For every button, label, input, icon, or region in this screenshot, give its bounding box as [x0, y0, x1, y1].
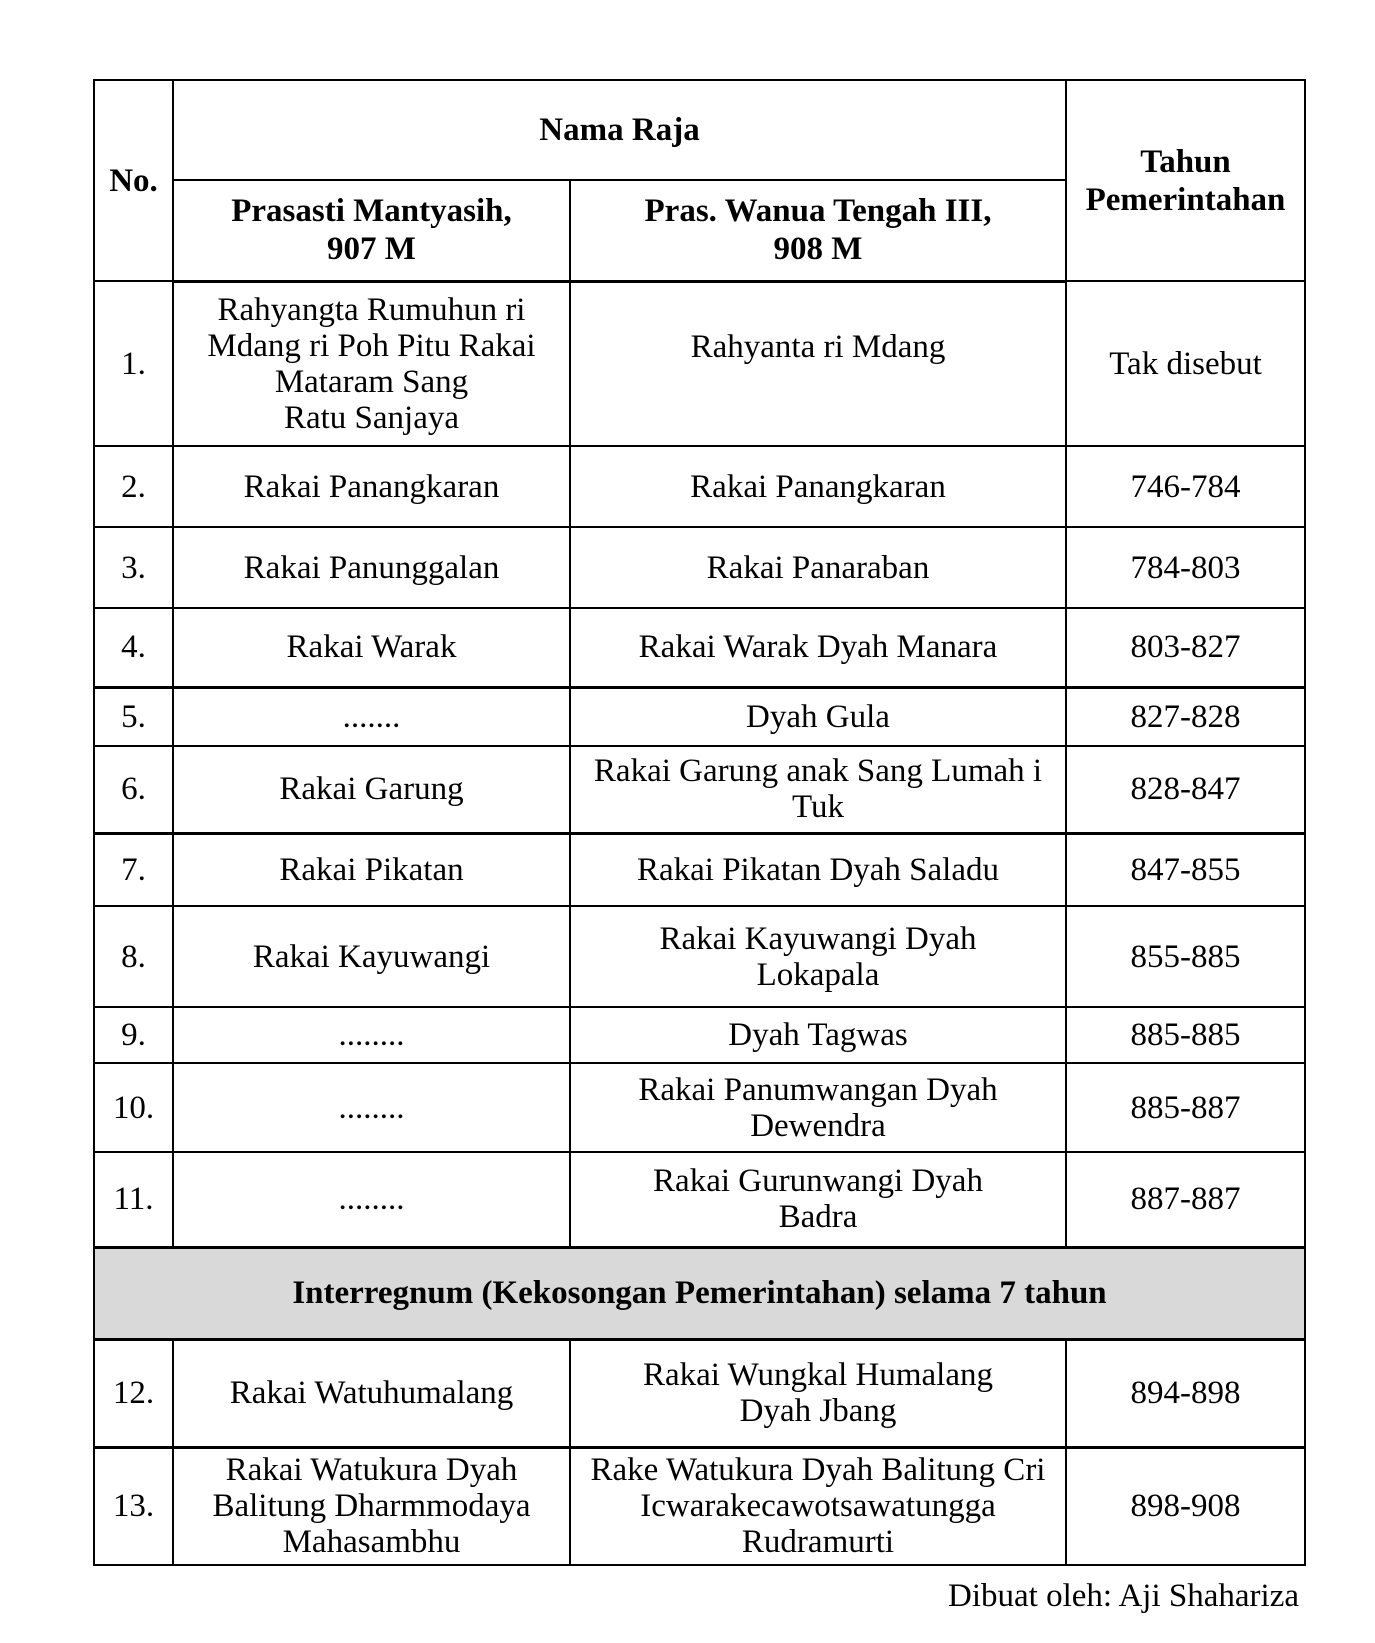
wanua-tengah-name: Dyah Gula — [570, 687, 1066, 746]
interregnum-label: Interregnum (Kekosongan Pemerintahan) selama 7 tahun — [94, 1247, 1305, 1339]
row-number: 13. — [94, 1447, 173, 1565]
header-tahun-pemerintahan: Tahun Pemerintahan — [1066, 80, 1305, 281]
reign-years: 746-784 — [1066, 446, 1305, 527]
mantyasih-name: ....... — [173, 687, 570, 746]
row-number: 6. — [94, 746, 173, 833]
reign-years: 847-855 — [1066, 833, 1305, 906]
mantyasih-name: Rakai Panangkaran — [173, 446, 570, 527]
wanua-tengah-name: Dyah Tagwas — [570, 1007, 1066, 1063]
header-nama-raja: Nama Raja — [173, 80, 1066, 180]
header-pras-wanua-tengah: Pras. Wanua Tengah III, 908 M — [570, 180, 1066, 281]
reign-years: 828-847 — [1066, 746, 1305, 833]
header-no: No. — [94, 80, 173, 281]
kings-table — [93, 79, 1306, 1566]
mantyasih-name: Rakai Watukura Dyah Balitung Dharmmodaya Mahasambhu — [173, 1447, 570, 1565]
wanua-tengah-name: Rakai Pikatan Dyah Saladu — [570, 833, 1066, 906]
mantyasih-name: Rakai Panunggalan — [173, 527, 570, 608]
table-row — [94, 746, 1305, 833]
table-row — [94, 1447, 1305, 1565]
row-number: 7. — [94, 833, 173, 906]
row-number: 5. — [94, 687, 173, 746]
mantyasih-name: Rakai Kayuwangi — [173, 906, 570, 1007]
mantyasih-name: ........ — [173, 1007, 570, 1063]
row-number: 10. — [94, 1063, 173, 1152]
mantyasih-name: Rakai Watuhumalang — [173, 1339, 570, 1447]
wanua-tengah-name: Rakai Panumwangan Dyah Dewendra — [570, 1063, 1066, 1152]
table-row — [94, 608, 1305, 687]
mantyasih-name: Rakai Garung — [173, 746, 570, 833]
mantyasih-name: ........ — [173, 1063, 570, 1152]
reign-years: 887-887 — [1066, 1152, 1305, 1247]
row-number: 8. — [94, 906, 173, 1007]
row-number: 4. — [94, 608, 173, 687]
table-row — [94, 1007, 1305, 1063]
reign-years: 827-828 — [1066, 687, 1305, 746]
wanua-tengah-name: Rakai Panaraban — [570, 527, 1066, 608]
wanua-tengah-name: Rakai Warak Dyah Manara — [570, 608, 1066, 687]
reign-years: 885-885 — [1066, 1007, 1305, 1063]
table-row — [94, 1063, 1305, 1152]
wanua-tengah-name: Rahyanta ri Mdang — [570, 281, 1066, 446]
table-header — [94, 80, 1305, 281]
table-row — [94, 833, 1305, 906]
wanua-tengah-name: Rakai Wungkal Humalang Dyah Jbang — [570, 1339, 1066, 1447]
wanua-tengah-name: Rakai Kayuwangi Dyah Lokapala — [570, 906, 1066, 1007]
footer-credit: Dibuat oleh: Aji Shahariza — [948, 1578, 1299, 1614]
mantyasih-name: Rakai Warak — [173, 608, 570, 687]
table-row — [94, 1339, 1305, 1447]
reign-years: 855-885 — [1066, 906, 1305, 1007]
table-row — [94, 906, 1305, 1007]
interregnum-row — [94, 1247, 1305, 1339]
row-number: 3. — [94, 527, 173, 608]
row-number: 11. — [94, 1152, 173, 1247]
wanua-tengah-name: Rakai Gurunwangi Dyah Badra — [570, 1152, 1066, 1247]
reign-years: 784-803 — [1066, 527, 1305, 608]
row-number: 2. — [94, 446, 173, 527]
table-row — [94, 527, 1305, 608]
table-row — [94, 687, 1305, 746]
reign-years: Tak disebut — [1066, 281, 1305, 446]
row-number: 9. — [94, 1007, 173, 1063]
mantyasih-name: ........ — [173, 1152, 570, 1247]
table-body — [94, 281, 1305, 1565]
table-row — [94, 1152, 1305, 1247]
header-prasasti-mantyasih: Prasasti Mantyasih, 907 M — [173, 180, 570, 281]
reign-years: 894-898 — [1066, 1339, 1305, 1447]
header-row-top — [94, 80, 1305, 180]
row-number: 1. — [94, 281, 173, 446]
reign-years: 885-887 — [1066, 1063, 1305, 1152]
wanua-tengah-name: Rake Watukura Dyah Balitung Cri Icwarakecawotsawatungga Rudramurti — [570, 1447, 1066, 1565]
mantyasih-name: Rakai Pikatan — [173, 833, 570, 906]
table-row — [94, 281, 1305, 446]
table-row — [94, 446, 1305, 527]
reign-years: 803-827 — [1066, 608, 1305, 687]
mantyasih-name: Rahyangta Rumuhun ri Mdang ri Poh Pitu Rakai Mataram Sang Ratu Sanjaya — [173, 281, 570, 446]
wanua-tengah-name: Rakai Panangkaran — [570, 446, 1066, 527]
reign-years: 898-908 — [1066, 1447, 1305, 1565]
row-number: 12. — [94, 1339, 173, 1447]
wanua-tengah-name: Rakai Garung anak Sang Lumah i Tuk — [570, 746, 1066, 833]
